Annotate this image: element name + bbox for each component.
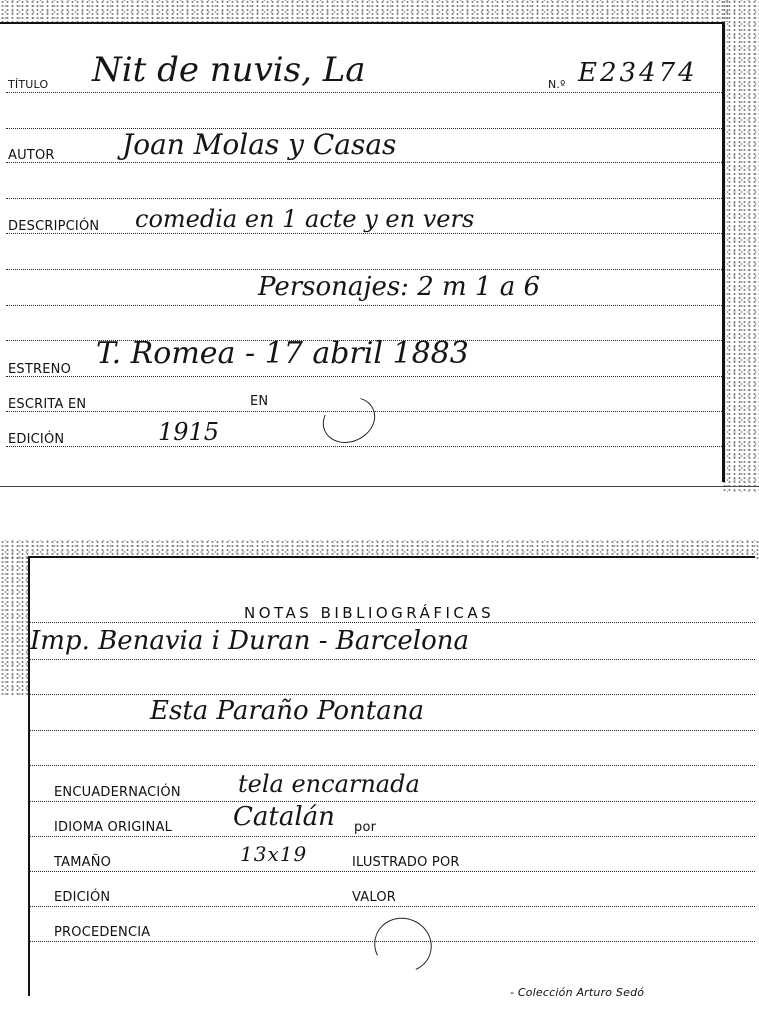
numero-label: N.º (548, 78, 566, 91)
edicion-label-back: EDICIÓN (54, 890, 111, 905)
rule-edicion (6, 446, 722, 447)
rule-tamano (28, 871, 755, 872)
catalog-card-back (28, 556, 755, 1016)
card-right-edge (722, 22, 725, 482)
descripcion-label: DESCRIPCIÓN (8, 219, 100, 234)
rule-blank-2 (6, 198, 722, 199)
rule-autor (6, 162, 722, 163)
rule-notas-5 (28, 765, 755, 766)
rule-notas-3 (28, 694, 755, 695)
idioma-label: IDIOMA ORIGINAL (54, 820, 173, 835)
edicion-value: 1915 (158, 418, 220, 446)
tamano-value: 13x19 (240, 842, 308, 866)
valor-label: VALOR (352, 890, 396, 905)
rule-estreno (6, 376, 722, 377)
nota-secundaria: Esta Paraño Pontana (150, 696, 424, 726)
coleccion-footer: - Colección Arturo Sedó (510, 986, 645, 999)
scan-noise-top (0, 0, 728, 22)
notas-heading: NOTAS BIBLIOGRÁFICAS (244, 604, 495, 622)
titulo-label: TÍTULO (8, 78, 49, 91)
rule-titulo (6, 92, 722, 93)
estreno-label: ESTRENO (8, 362, 72, 377)
estreno-value: T. Romea - 17 abril 1883 (96, 336, 469, 371)
edicion-label: EDICIÓN (8, 432, 65, 447)
escrita-label: ESCRITA EN (8, 397, 87, 412)
rule-notas-2 (28, 659, 755, 660)
card-top-edge (0, 22, 724, 24)
card-top-edge-back (28, 556, 755, 558)
rule-notas-1 (28, 622, 755, 623)
stamp-mark-back (367, 910, 440, 981)
rule-personajes (6, 305, 722, 306)
tamano-label: TAMAÑO (54, 855, 112, 870)
autor-value: Joan Molas y Casas (122, 128, 397, 161)
rule-edicion-back (28, 906, 755, 907)
titulo-value: Nit de nuvis, La (92, 50, 366, 90)
rule-idioma (28, 836, 755, 837)
en-label: EN (250, 394, 269, 409)
numero-value: E23474 (578, 58, 698, 88)
encuadernacion-value: tela encarnada (238, 770, 420, 798)
rule-encuadernacion (28, 801, 755, 802)
nota-imprenta: Imp. Benavia i Duran - Barcelona (30, 626, 469, 656)
por-label: por (354, 820, 377, 835)
catalog-card-front (0, 0, 728, 492)
encuadernacion-label: ENCUADERNACIÓN (54, 785, 181, 800)
procedencia-label: PROCEDENCIA (54, 925, 151, 940)
idioma-value: Catalán (233, 802, 335, 832)
rule-blank-3 (6, 269, 722, 270)
descripcion-value: comedia en 1 acte y en vers (135, 205, 475, 233)
rule-notas-4 (28, 730, 755, 731)
personajes-value: Personajes: 2 m 1 a 6 (258, 272, 541, 302)
autor-label: AUTOR (8, 148, 55, 163)
rule-descripcion (6, 233, 722, 234)
ilustrado-label: ILUSTRADO POR (352, 855, 460, 870)
card-bottom-edge (0, 486, 759, 487)
scan-noise-left-back (0, 556, 28, 696)
stamp-mark (315, 389, 383, 452)
scan-noise-right (722, 0, 759, 492)
